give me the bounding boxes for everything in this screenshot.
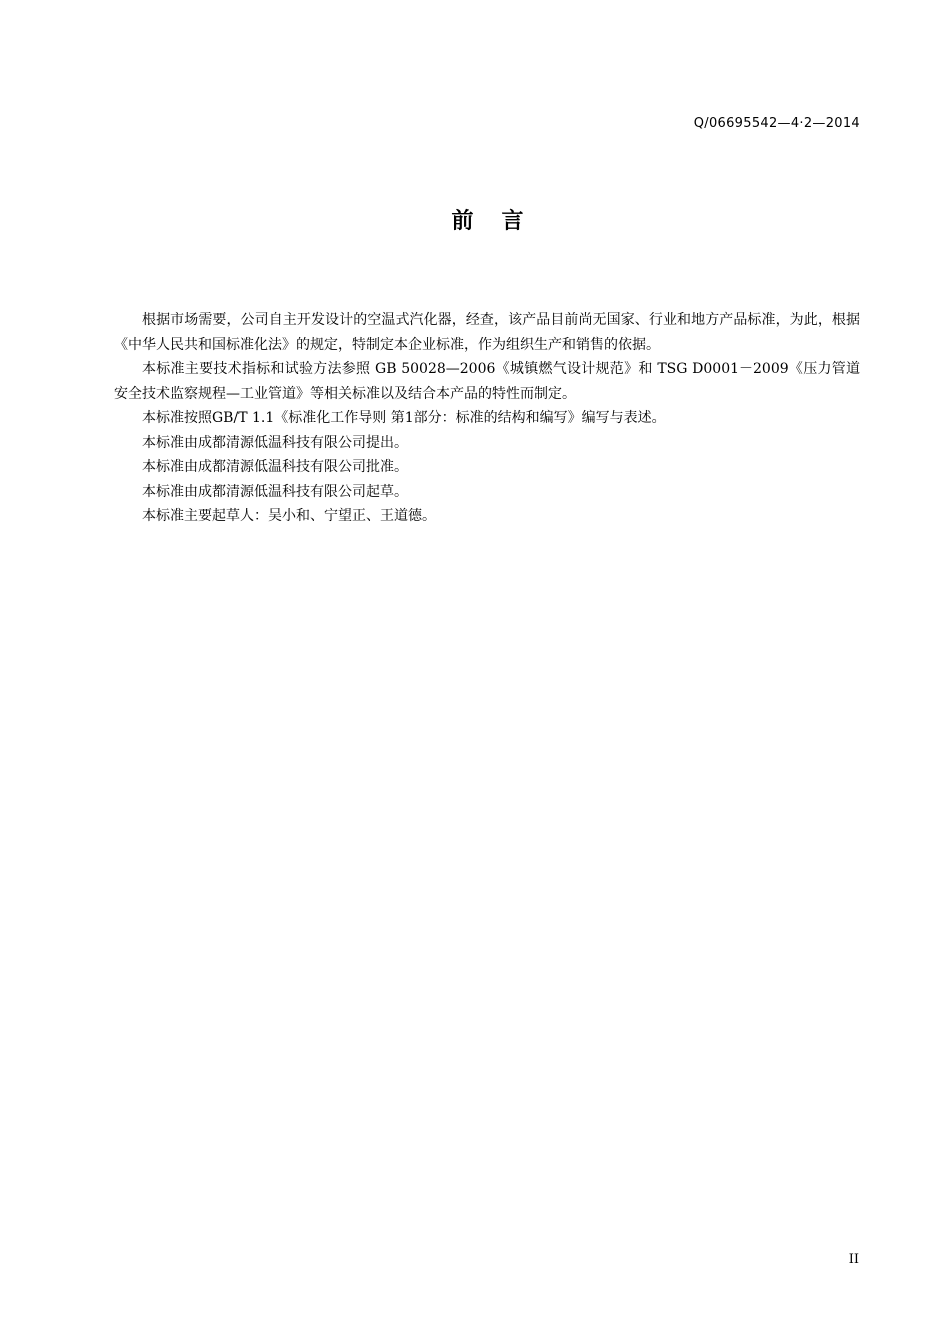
- paragraph: 根据市场需要，公司自主开发设计的空温式汽化器，经查，该产品目前尚无国家、行业和地方产品标准，为此，根据《中华人民共和国标准化法》的规定，特制定本企业标准，作为组织生产和销售的依据。: [114, 312, 860, 353]
- document-code: Q/06695542—4·2—2014: [693, 116, 860, 131]
- paragraph: 本标准由成都清源低温科技有限公司起草。: [142, 483, 408, 500]
- page-title: [0, 204, 950, 235]
- foreword-body: [114, 308, 860, 529]
- paragraph: 本标准主要起草人：吴小和、宁望正、王道德。: [142, 508, 436, 524]
- paragraph: 本标准按照GB/T 1.1《标准化工作导则 第1部分：标准的结构和编写》编写与表述。: [142, 410, 666, 426]
- paragraph: 本标准主要技术指标和试验方法参照 GB 50028—2006《城镇燃气设计规范》和 TSG D0001－2009《压力管道安全技术监察规程—工业管道》等相关标准以及结合本产品的特性而制定。: [114, 361, 860, 402]
- paragraph: 本标准由成都清源低温科技有限公司提出。: [142, 434, 408, 451]
- page-number: II: [848, 1252, 859, 1267]
- paragraph: 本标准由成都清源低温科技有限公司批准。: [142, 459, 408, 475]
- title-char-1: 前: [451, 209, 474, 234]
- title-char-2: 言: [501, 209, 524, 234]
